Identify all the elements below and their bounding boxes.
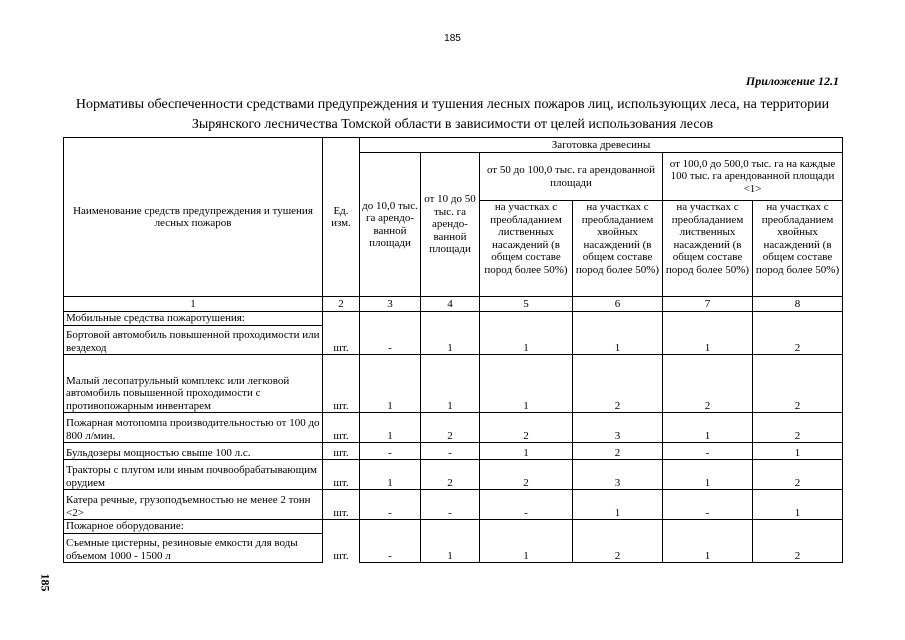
table-cell: 2 [421,460,480,490]
column-number: 6 [573,297,663,312]
header-col8: на участках с преобладанием хвойных насаждений (в общем составе пород более 50%) [753,201,843,297]
table-cell: 1 [360,355,421,413]
document-title: Нормативы обеспеченности средствами предупреждения и тушения лесных пожаров лиц, использующих леса, на территории Зырянского лесничества Томской области в зависимости от целей использования лесов [75,97,830,132]
table-cell-unit: шт. [323,443,360,460]
table-cell: 2 [421,413,480,443]
table-cell-unit: шт. [323,520,360,563]
section-label-equipment: Пожарное оборудование: [64,520,323,534]
table-cell: 3 [573,460,663,490]
table-row [64,490,843,520]
header-col5: на участках с преобладанием лиственных насаждений (в общем составе пород более 50%) [480,201,573,297]
header-col6: на участках с преобладанием хвойных насаждений (в общем составе пород более 50%) [573,201,663,297]
table-cell: - [360,443,421,460]
page-number-side: 185 [38,573,53,592]
column-number: 3 [360,297,421,312]
table-row [64,355,843,413]
table-cell: 2 [753,355,843,413]
table-cell-unit: шт. [323,413,360,443]
table-cell: - [663,490,753,520]
header-col7: на участках с преобладанием лиственных насаждений (в общем составе пород более 50%) [663,201,753,297]
table-cell: 1 [421,355,480,413]
table-cell: 2 [753,520,843,563]
table-cell: - [421,443,480,460]
table-cell: 2 [573,443,663,460]
table-row [64,443,843,460]
table-cell-name: Малый лесопатрульный комплекс или легковой автомобиль повышенной проходимости с противопожарным инвентарем [64,355,323,413]
table-cell: 2 [573,355,663,413]
table-cell: 1 [663,413,753,443]
header-col3: до 10,0 тыс. га арендо-ванной площади [360,153,421,297]
table-cell: 2 [753,460,843,490]
appendix-label: Приложение 12.1 [745,74,839,88]
header-group-50-100: от 50 до 100,0 тыс. га арендованной площади [480,153,663,201]
column-number: 1 [64,297,323,312]
header-unit: Ед. изм. [323,138,360,297]
header-group-100-500: от 100,0 до 500,0 тыс. га на каждые 100 тыс. га арендованной площади <1> [663,153,843,201]
column-number: 8 [753,297,843,312]
table-cell: 2 [753,413,843,443]
table-row [64,413,843,443]
section-label-mobile: Мобильные средства пожаротушения: [64,312,323,326]
table-cell: 2 [753,312,843,355]
table-cell: - [663,443,753,460]
column-number: 4 [421,297,480,312]
table-cell-name: Бортовой автомобиль повышенной проходимости или вездеход [64,326,323,355]
table-cell: 1 [573,490,663,520]
table-cell: 1 [480,443,573,460]
column-number: 7 [663,297,753,312]
header-group-top: Заготовка древесины [360,138,843,153]
table-cell-name: Съемные цистерны, резиновые емкости для воды объемом 1000 - 1500 л [64,534,323,563]
table-cell: - [421,490,480,520]
section-row-equipment [64,520,843,534]
table-cell: 1 [480,312,573,355]
table-cell: - [360,312,421,355]
column-number: 2 [323,297,360,312]
table-cell-name: Бульдозеры мощностью свыше 100 л.с. [64,443,323,460]
table-cell: 1 [480,520,573,563]
header-name: Наименование средств предупреждения и тушения лесных пожаров [64,138,323,297]
table-row [64,460,843,490]
table-cell: 1 [753,490,843,520]
table-cell: 1 [753,443,843,460]
table-cell: 2 [663,355,753,413]
column-numbers-row [64,297,843,312]
column-number: 5 [480,297,573,312]
table-cell-unit: шт. [323,490,360,520]
table-cell-name: Катера речные, грузоподъемностью не менее 2 тонн <2> [64,490,323,520]
table-cell: - [360,490,421,520]
table-cell: 1 [360,413,421,443]
table-cell: 1 [421,520,480,563]
table-cell: - [360,520,421,563]
page-number-top: 185 [444,33,461,44]
table-cell: 1 [421,312,480,355]
table-cell-name: Пожарная мотопомпа производительностью от 100 до 800 л/мин. [64,413,323,443]
table-cell: 1 [663,520,753,563]
section-row-mobile [64,312,843,326]
table-cell-unit: шт. [323,460,360,490]
table-cell: - [480,490,573,520]
table-cell-unit: шт. [323,312,360,355]
table-cell: 2 [480,460,573,490]
table-cell-unit: шт. [323,355,360,413]
table-cell: 2 [480,413,573,443]
norms-table [63,137,843,563]
header-col4: от 10 до 50 тыс. га арендо-ванной площади [421,153,480,297]
table-cell: 3 [573,413,663,443]
table-cell: 2 [573,520,663,563]
table-cell: 1 [360,460,421,490]
table-cell: 1 [480,355,573,413]
table-cell: 1 [573,312,663,355]
table-cell: 1 [663,312,753,355]
table-cell: 1 [663,460,753,490]
table-cell-name: Тракторы с плугом или иным почвообрабатывающим орудием [64,460,323,490]
